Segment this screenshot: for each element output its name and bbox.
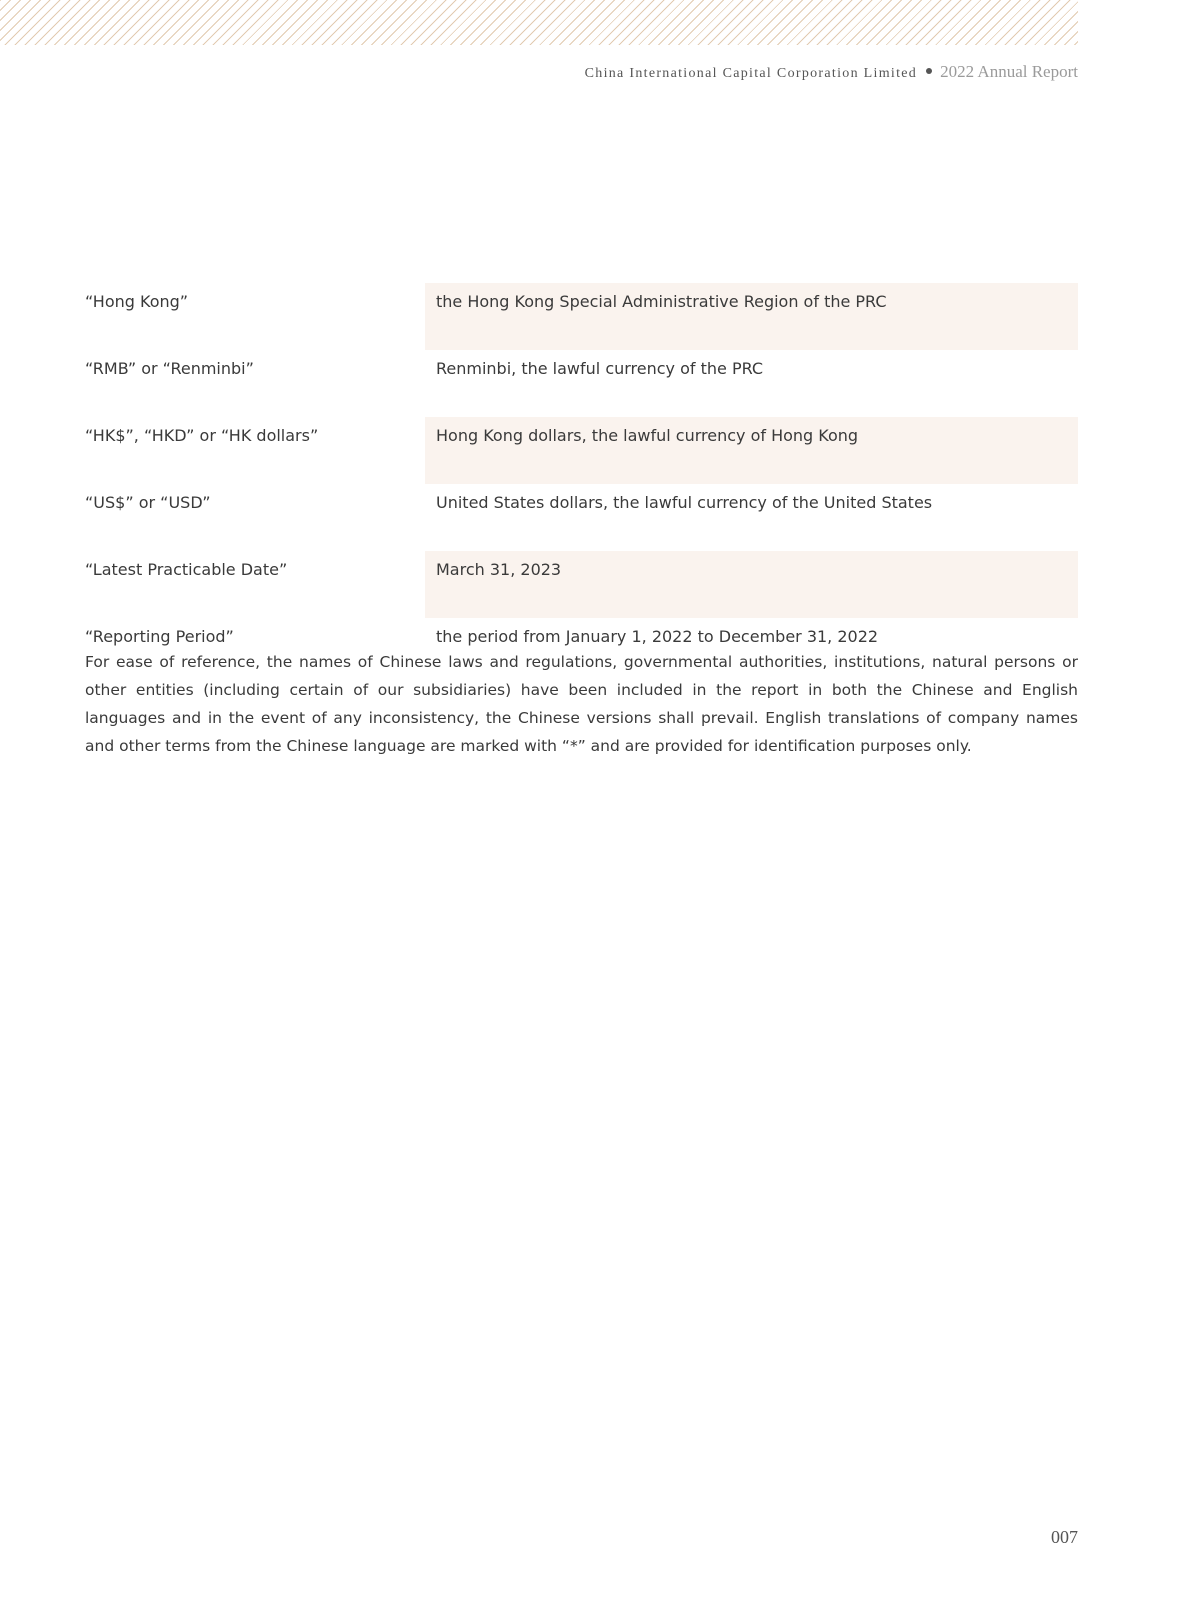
definition-meaning: March 31, 2023 (425, 551, 1078, 618)
definition-meaning: the Hong Kong Special Administrative Region of the PRC (425, 283, 1078, 350)
definition-row (85, 551, 1078, 618)
definition-meaning: Hong Kong dollars, the lawful currency of Hong Kong (425, 417, 1078, 484)
definitions-table (85, 283, 1078, 685)
definition-term: “RMB” or “Renminbi” (85, 359, 254, 378)
definition-term: “HK$”, “HKD” or “HK dollars” (85, 426, 319, 445)
reference-note-paragraph: For ease of reference, the names of Chinese laws and regulations, governmental authorities, institutions, natural persons or other entities (including certain of our subsidiaries) have been included in the report in both the Chinese and English languages and in the event of any inconsistency, the Chinese versions shall prevail. English translations of company names and other terms from the Chinese language are marked with “*” and are provided for identification purposes only. (85, 653, 1078, 755)
definition-meaning: United States dollars, the lawful currency of the United States (436, 493, 933, 512)
bullet-separator (926, 68, 932, 74)
decorative-hatch-band (0, 0, 1078, 45)
page-number: 007 (1051, 1527, 1078, 1547)
definition-row (85, 417, 1078, 484)
running-header (585, 62, 1078, 82)
definition-meaning: the period from January 1, 2022 to December 31, 2022 (436, 627, 879, 646)
definition-meaning: Renminbi, the lawful currency of the PRC (436, 359, 764, 378)
definition-term: “Hong Kong” (85, 292, 189, 311)
definition-term: “Latest Practicable Date” (85, 560, 288, 579)
report-title: 2022 Annual Report (940, 62, 1078, 81)
company-name: China International Capital Corporation Limited (584, 66, 918, 81)
definition-term: “US$” or “USD” (85, 493, 211, 512)
definition-term: “Reporting Period” (85, 627, 234, 646)
definition-row (85, 350, 1078, 417)
definition-row (85, 283, 1078, 350)
definition-row (85, 484, 1078, 551)
